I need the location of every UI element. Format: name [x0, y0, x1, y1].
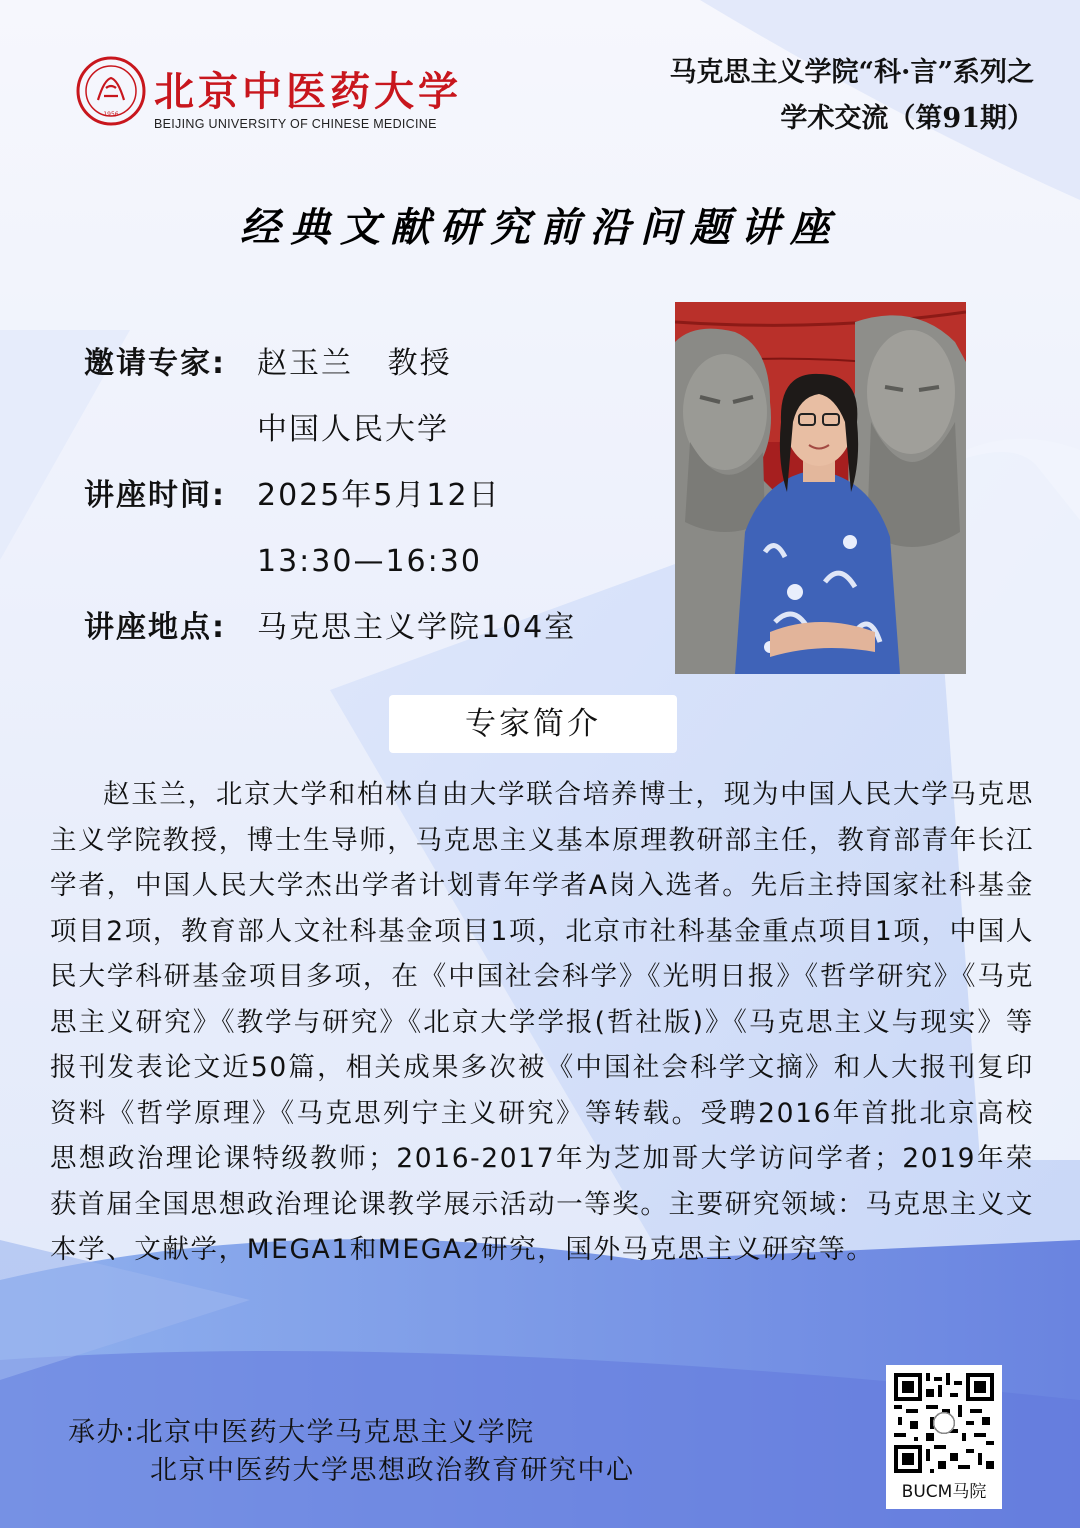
qr-code-card — [886, 1365, 1002, 1509]
bio-heading: 专家简介 — [389, 695, 677, 753]
expert-name: 赵玉兰 教授 — [257, 346, 452, 381]
university-name-en: BEIJING UNIVERSITY OF CHINESE MEDICINE — [154, 117, 437, 131]
expert-photo — [675, 302, 966, 674]
time-date: 2025年5月12日 — [257, 478, 501, 513]
qr-code-icon — [894, 1373, 994, 1473]
lecture-title: 经典文献研究前沿问题讲座 — [240, 204, 840, 251]
info-row-time — [84, 468, 644, 524]
time-range: 13:30—16:30 — [257, 544, 482, 579]
place-label: 讲座地点: — [84, 610, 226, 645]
info-row-time-range — [84, 534, 644, 590]
organizer-line-1: 承办:北京中医药大学马克思主义学院 — [68, 1417, 535, 1448]
info-row-expert — [84, 336, 644, 392]
expert-affiliation: 中国人民大学 — [257, 412, 449, 447]
series-line-1: 马克思主义学院“科·言”系列之 — [669, 57, 1034, 88]
qr-caption: BUCM马院 — [901, 1482, 987, 1502]
expert-label: 邀请专家: — [84, 346, 226, 381]
info-row-place — [84, 600, 644, 656]
series-line-2: 学术交流（第91期） — [780, 103, 1034, 134]
organizer-line-2: 北京中医药大学思想政治教育研究中心 — [150, 1455, 635, 1486]
organizer — [68, 1414, 635, 1490]
university-name-cn: 北京中医药大学 — [154, 68, 462, 115]
time-label: 讲座时间: — [84, 478, 226, 513]
university-seal-logo — [76, 56, 146, 126]
place-value: 马克思主义学院104室 — [257, 610, 577, 645]
bio-text: 赵玉兰，北京大学和柏林自由大学联合培养博士，现为中国人民大学马克思主义学院教授，博士生导师，马克思主义基本原理教研部主任，教育部青年长江学者，中国人民大学杰出学者计划青年学者A岗入选者。先后主持国家社科基金项目2项，教育部人文社科基金项目1项，北京市社科基金重点项目1项，中国人民大学科研基金项目多项，在《中国社会科学》《光明日报》《哲学研究》《马克思主义研究》《教学与研究》《北京大学学报(哲社版)》《马克思主义与现实》等报刊发表论文近50篇，相关成果多次被《中国社会科学文摘》和人大报刊复印资料《哲学原理》《马克思列宁主义研究》等转载。受聘2016年首批北京高校思想政治理论课特级教师；2016-2017年为芝加哥大学访问学者；2019年荣获首届全国思想政治理论课教学展示活动一等奖。主要研究领域：马克思主义文本学、文献学，MEGA1和MEGA2研究，国外马克思主义研究等。 — [50, 779, 1034, 1265]
series-heading — [670, 50, 1034, 142]
seal-year: 1956 — [103, 111, 119, 118]
info-row-affiliation — [84, 402, 644, 458]
